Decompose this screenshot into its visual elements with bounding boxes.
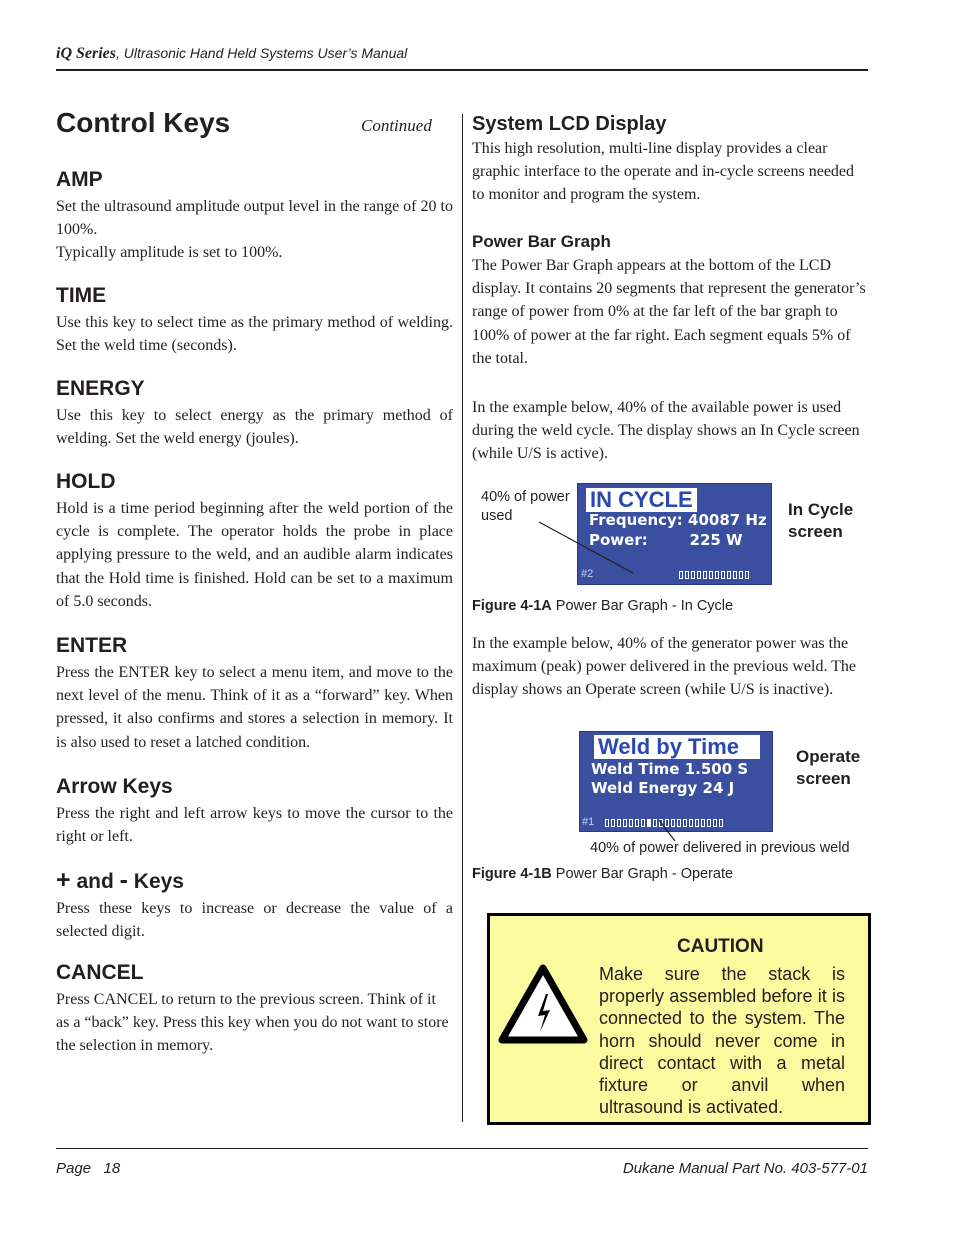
header-rule bbox=[56, 69, 868, 71]
section-arrow-keys bbox=[56, 775, 453, 848]
section-power-bar bbox=[472, 232, 870, 370]
running-header bbox=[56, 45, 407, 63]
plus-minus-heading bbox=[56, 866, 453, 895]
power-bar-segment bbox=[647, 819, 651, 827]
electrical-warning-icon bbox=[498, 964, 588, 1044]
power-bar-segment bbox=[611, 819, 615, 827]
power-bar-segment bbox=[739, 571, 743, 579]
arrow-keys-heading: Arrow Keys bbox=[56, 775, 173, 798]
caution-title: CAUTION bbox=[677, 936, 764, 957]
time-heading: TIME bbox=[56, 284, 107, 307]
section-enter bbox=[56, 634, 453, 754]
footer-rule bbox=[56, 1148, 868, 1149]
lcd-screen-number: #2 bbox=[581, 568, 594, 580]
section-energy bbox=[56, 377, 453, 450]
power-bar-segment bbox=[623, 819, 627, 827]
power-bar-segment bbox=[703, 571, 707, 579]
lcd-weld-time: Weld Time 1.500 S bbox=[591, 760, 749, 778]
power-bar-segment bbox=[719, 819, 723, 827]
amp-text: Set the ultrasound amplitude output level in the range of 20 to 100%. bbox=[56, 198, 453, 239]
power-bar-segment bbox=[689, 819, 693, 827]
hold-text: Hold is a time period beginning after the weld portion of the cycle is complete. The operator holds the probe in place applying pressure to the weld, and an audible alarm indicates that the Hold time is finished. Hold can be set to a maximum of 5.0 seconds. bbox=[56, 500, 453, 610]
caution-box bbox=[487, 913, 871, 1125]
section-time bbox=[56, 284, 453, 357]
power-bar-segment bbox=[695, 819, 699, 827]
power-bar-segment bbox=[715, 571, 719, 579]
power-bar-segment bbox=[727, 571, 731, 579]
power-bar-segment bbox=[685, 571, 689, 579]
fig2-side-label: Operate screen bbox=[796, 747, 861, 788]
power-bar-segment bbox=[701, 819, 705, 827]
power-bar-segment bbox=[721, 571, 725, 579]
lcd-frequency: Frequency: 40087 Hz bbox=[589, 511, 767, 529]
fig1-leader-line bbox=[536, 520, 636, 576]
lcd-operate-screen bbox=[579, 731, 773, 832]
minus-sign: - bbox=[119, 866, 128, 894]
power-bar-segment bbox=[617, 819, 621, 827]
lcd-screen-title: IN CYCLE bbox=[586, 488, 697, 512]
plus-minus-text: Press these keys to increase or decrease the value of a selected digit. bbox=[56, 900, 453, 941]
lcd-screen-title: Weld by Time bbox=[594, 735, 760, 759]
power-bar-segment bbox=[709, 571, 713, 579]
section-amp bbox=[56, 168, 453, 265]
fig1-side-label: In Cycle screen bbox=[788, 500, 854, 541]
fig2-caption-text: Power Bar Graph - Operate bbox=[551, 866, 734, 882]
power-bar-graph bbox=[631, 571, 749, 579]
fig1-caption bbox=[472, 598, 733, 614]
hold-heading: HOLD bbox=[56, 470, 116, 493]
manual-subtitle: , Ultrasonic Hand Held Systems User’s Manual bbox=[116, 45, 408, 61]
section-plus-minus-keys bbox=[56, 866, 453, 943]
and-word: and bbox=[70, 870, 120, 893]
power-bar-segment bbox=[635, 819, 639, 827]
power-bar-segment bbox=[691, 571, 695, 579]
time-text: Use this key to select time as the primary method of welding. Set the weld time (seconds). bbox=[56, 314, 453, 355]
fig1-caption-text: Power Bar Graph - In Cycle bbox=[551, 598, 734, 614]
column-divider bbox=[462, 114, 463, 1122]
power-bar-heading: Power Bar Graph bbox=[472, 232, 611, 251]
arrow-keys-text: Press the right and left arrow keys to move the cursor to the right or left. bbox=[56, 805, 453, 846]
fig2-caption-number: Figure 4-1B bbox=[472, 866, 552, 882]
lcd-text: This high resolution, multi-line display provides a clear graphic interface to the operate and in-cycle screens needed to monitor and program the system. bbox=[472, 140, 855, 204]
amp-note: Typically amplitude is set to 100%. bbox=[56, 244, 283, 262]
cancel-text: Press CANCEL to return to the previous screen. Think of it as a “back” key. Press this key when you do not want to store the selection in memory. bbox=[56, 991, 449, 1055]
energy-text: Use this key to select energy as the primary method of welding. Set the weld energy (joules). bbox=[56, 407, 453, 448]
power-bar-text: The Power Bar Graph appears at the bottom of the LCD display. It contains 20 segments that represent the generator’s range of power from 0% at the far left of the bar graph to 100% of power at the far right. Each segment equals 5% of the total. bbox=[472, 257, 866, 367]
continued-note: Continued bbox=[361, 116, 432, 135]
page-number: Page 18 bbox=[56, 1160, 121, 1177]
section-cancel bbox=[56, 961, 453, 1058]
lcd-heading: System LCD Display bbox=[472, 113, 667, 135]
keys-word: Keys bbox=[127, 870, 184, 893]
power-bar-segment bbox=[641, 819, 645, 827]
energy-heading: ENERGY bbox=[56, 377, 145, 400]
series-name: iQ Series bbox=[56, 45, 116, 62]
fig2-caption bbox=[472, 866, 733, 882]
enter-heading: ENTER bbox=[56, 634, 128, 657]
power-bar-segment bbox=[629, 819, 633, 827]
example-2-text: In the example below, 40% of the generator power was the maximum (peak) power delivered in the previous weld. The display shows an Operate screen (while U/S is inactive). bbox=[472, 635, 857, 699]
power-bar-segment bbox=[745, 571, 749, 579]
page-title: Control Keys bbox=[56, 107, 231, 138]
manual-part-number: Dukane Manual Part No. 403-577-01 bbox=[622, 1160, 868, 1177]
cancel-heading: CANCEL bbox=[56, 961, 144, 984]
fig2-callout: 40% of power delivered in previous weld bbox=[590, 840, 850, 856]
fig1-caption-number: Figure 4-1A bbox=[472, 598, 552, 614]
plus-sign: + bbox=[56, 866, 71, 894]
lcd-screen-number: #1 bbox=[582, 816, 595, 828]
enter-text: Press the ENTER key to select a menu item, and move to the next level of the menu. Think of it as a “forward” key. When pressed, it also confirms and stores a selection in memory. It is also used to reset a latched condition. bbox=[56, 664, 453, 751]
power-bar-segment bbox=[733, 571, 737, 579]
power-bar-segment bbox=[679, 571, 683, 579]
power-bar-segment bbox=[605, 819, 609, 827]
section-hold bbox=[56, 470, 453, 613]
lcd-power: Power: 225 W bbox=[589, 531, 743, 549]
power-bar-segment bbox=[683, 819, 687, 827]
power-bar-segment bbox=[713, 819, 717, 827]
lcd-weld-energy: Weld Energy 24 J bbox=[591, 779, 735, 797]
caution-text: Make sure the stack is properly assembled before it is connected to the system. The horn should never come in direct contact with a metal fixture or anvil when ultrasound is activated. bbox=[599, 964, 845, 1118]
amp-heading: AMP bbox=[56, 168, 103, 191]
section-lcd-display bbox=[472, 113, 870, 207]
example-1-text: In the example below, 40% of the available power is used during the weld cycle. The display shows an In Cycle screen (while U/S is active). bbox=[472, 399, 860, 463]
power-bar-segment bbox=[707, 819, 711, 827]
fig1-callout: 40% of power used bbox=[481, 489, 570, 524]
power-bar-segment bbox=[697, 571, 701, 579]
